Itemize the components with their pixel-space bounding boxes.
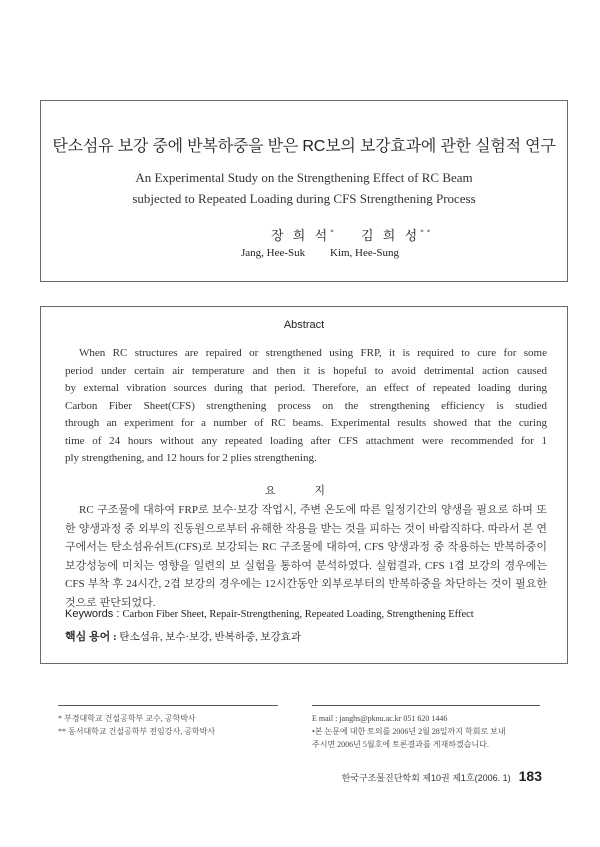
- korean-summary-line: 구에서는 탄소섬유쉬트(CFS)로 보강되는 RC 구조물에 대하여, CFS 양생과정 중 작용하는 반복하중이: [65, 541, 547, 553]
- english-title-line-1: An Experimental Study on the Strengthening Effect of RC Beam: [135, 170, 473, 185]
- korean-summary-line: 것으로 판단되었다.: [65, 596, 156, 609]
- abstract-line: When RC structures are repaired or strengthened using FRP, it is required to cure for some: [79, 347, 547, 359]
- english-title-line-2: subjected to Repeated Loading during CFS Strengthening Process: [132, 191, 476, 206]
- abstract-box: [40, 306, 568, 664]
- korean-summary-body: [65, 501, 547, 612]
- page-footer: [342, 768, 542, 784]
- contact-notes: [312, 712, 552, 751]
- core-terms-label: 핵심 용어 :: [65, 631, 120, 643]
- author-2-english: Kim, Hee-Sung: [330, 247, 400, 259]
- core-terms: [65, 628, 547, 644]
- abstract-line: Carbon Fiber Sheet(CFS) strengthening process on the strengthening efficiency is studied: [65, 399, 547, 412]
- abstract-line: through an experiment for a number of RC beams. Experimental results showed that the curing: [65, 417, 547, 429]
- footnote-divider-left: [58, 705, 278, 706]
- keywords: [65, 608, 547, 620]
- author-1-korean: 장 희 석*: [271, 228, 337, 243]
- author-1-english: Jang, Hee-Suk: [241, 247, 306, 259]
- korean-summary-heading: 요 지: [264, 485, 343, 497]
- core-terms-value: 탄소섬유, 보수·보강, 반복하중, 보강효과: [119, 632, 301, 643]
- footnote-divider-right: [312, 705, 540, 706]
- abstract-body: [65, 345, 547, 468]
- author-affiliations: [58, 712, 215, 738]
- keywords-value: Carbon Fiber Sheet, Repair-Strengthening, Repeated Loading, Strengthening Effect: [122, 609, 474, 620]
- author-2-korean: 김 희 성**: [361, 228, 434, 243]
- korean-summary-line: 보강성능에 미치는 영향을 일련의 보 실험을 통하여 분석하였다. 실험결과, CFS 1겹 보강의 경우에는: [65, 559, 547, 572]
- abstract-line: period under certain air temperature and then it is hopeful to avoid detrimental action caused: [65, 364, 547, 377]
- abstract-line: by external vibration sources during that period. Therefore, an effect of repeated loading during: [65, 382, 547, 394]
- journal-citation: 한국구조물진단학회 제10권 제1호(2006. 1): [341, 773, 511, 783]
- page-number: 183: [518, 768, 542, 784]
- korean-summary-line: 한 양생과정 중 외부의 진동원으로부터 유해한 작용을 받는 것을 피하는 것이 바람직하다. 따라서 본 연: [65, 522, 547, 535]
- abstract-line: time of 24 hours without any repeated loading after CFS attachment were recommended for 1: [65, 434, 547, 447]
- affiliation-1: * 부경대학교 건설공학부 교수, 공학박사: [58, 714, 196, 723]
- keywords-label: Keywords :: [65, 608, 123, 620]
- abstract-line: ply strengthening, and 12 hours for 2 plies strengthening.: [65, 452, 317, 464]
- contact-email: E mail : janghs@pknu.ac.kr 051 620 1446: [312, 714, 448, 723]
- korean-summary-line: CFS 부착 후 24시간, 2겹 보강의 경우에는 12시간동안 외부로부터의 반복하중을 차단하는 것이 필요한: [65, 578, 547, 590]
- english-title: [41, 167, 567, 209]
- title-box: [40, 100, 568, 282]
- korean-title: 탄소섬유 보강 중에 반복하중을 받은 RC보의 보강효과에 관한 실험적 연구: [52, 138, 556, 155]
- discussion-note-line-2: 주시면 2006년 5월호에 토론결과를 게재하겠습니다.: [312, 740, 489, 749]
- abstract-heading: Abstract: [283, 319, 325, 331]
- affiliation-2: ** 동서대학교 건설공학부 전임강사, 공학박사: [58, 727, 216, 736]
- korean-summary-line: RC 구조물에 대하여 FRP로 보수·보강 작업시, 주변 온도에 따른 일정기간의 양생을 필요로 하며 또: [79, 504, 547, 516]
- discussion-note-line-1: •본 논문에 대한 토의를 2006년 2월 28일까지 학회로 보내: [312, 727, 506, 736]
